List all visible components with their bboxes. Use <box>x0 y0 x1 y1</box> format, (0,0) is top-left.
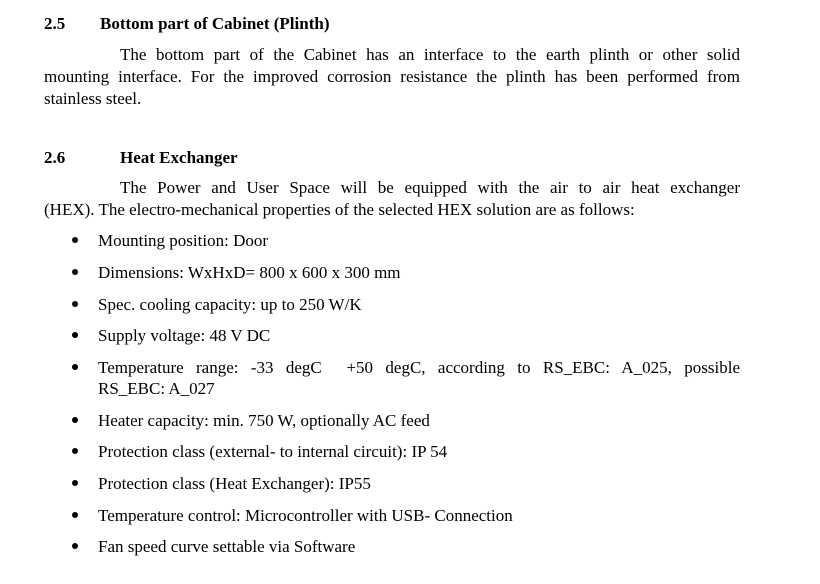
paragraph-line: The bottom part of the Cabinet has an interface to the earth plinth or other solid <box>120 45 740 64</box>
section-number: 2.6 <box>44 148 66 167</box>
section-2-5-paragraph <box>44 44 740 110</box>
paragraph-line: (HEX). The electro-mechanical properties of the selected HEX solution are as follows: <box>44 200 635 219</box>
document-page: 2.5 Bottom part of Cabinet (Plinth) The bottom part of the Cabinet has an interface to the earth plinth or other solid mounting interface. For the improved corrosion resistance the plinth has been performed from stainless steel. 2.6 Heat Exchanger The Power and User Space will be equipped with the air to air heat exchanger (HEX). The electro-mechanical properties of the selected HEX solution are as follows: Mounting position: Door Dimensions: WxHxD= 800 x 600 x 300 mm Spec. cooling capacity: up to 250 W/K Supply voltage: 48 V DC Temperature range: -33 degC +50 degC, according to RS_EBC: A_025, possible RS_EBC: A_027 Heater capacity: min. 750 W, optionally AC feed Protection class (external- to internal circuit): IP 54 Protection class (Heat Exchanger): IP55 Temperature control: Microcontroller with USB- Connection Fan speed curve settable via Software <box>44 14 740 556</box>
section-title: Heat Exchanger <box>120 148 238 167</box>
bullet-icon <box>72 417 78 423</box>
bullet-icon <box>72 237 78 243</box>
bullet-icon <box>72 543 78 549</box>
bullet-icon <box>72 512 78 518</box>
section-heading-2-6 <box>44 148 238 168</box>
bullet-icon <box>72 269 78 275</box>
bullet-icon <box>72 301 78 307</box>
paragraph-line: mounting interface. For the improved corrosion resistance the plinth has been performed from <box>44 67 740 86</box>
bullet-icon <box>72 448 78 454</box>
section-heading-2-5 <box>44 14 329 34</box>
bullet-icon <box>72 480 78 486</box>
section-title: Bottom part of Cabinet (Plinth) <box>100 14 330 33</box>
bullet-icon <box>72 364 78 370</box>
paragraph-line: stainless steel. <box>44 89 142 108</box>
section-2-6-paragraph <box>44 177 740 221</box>
paragraph-line: The Power and User Space will be equipped with the air to air heat exchanger <box>120 178 740 197</box>
bullet-icon <box>72 332 78 338</box>
section-number: 2.5 <box>44 14 66 33</box>
